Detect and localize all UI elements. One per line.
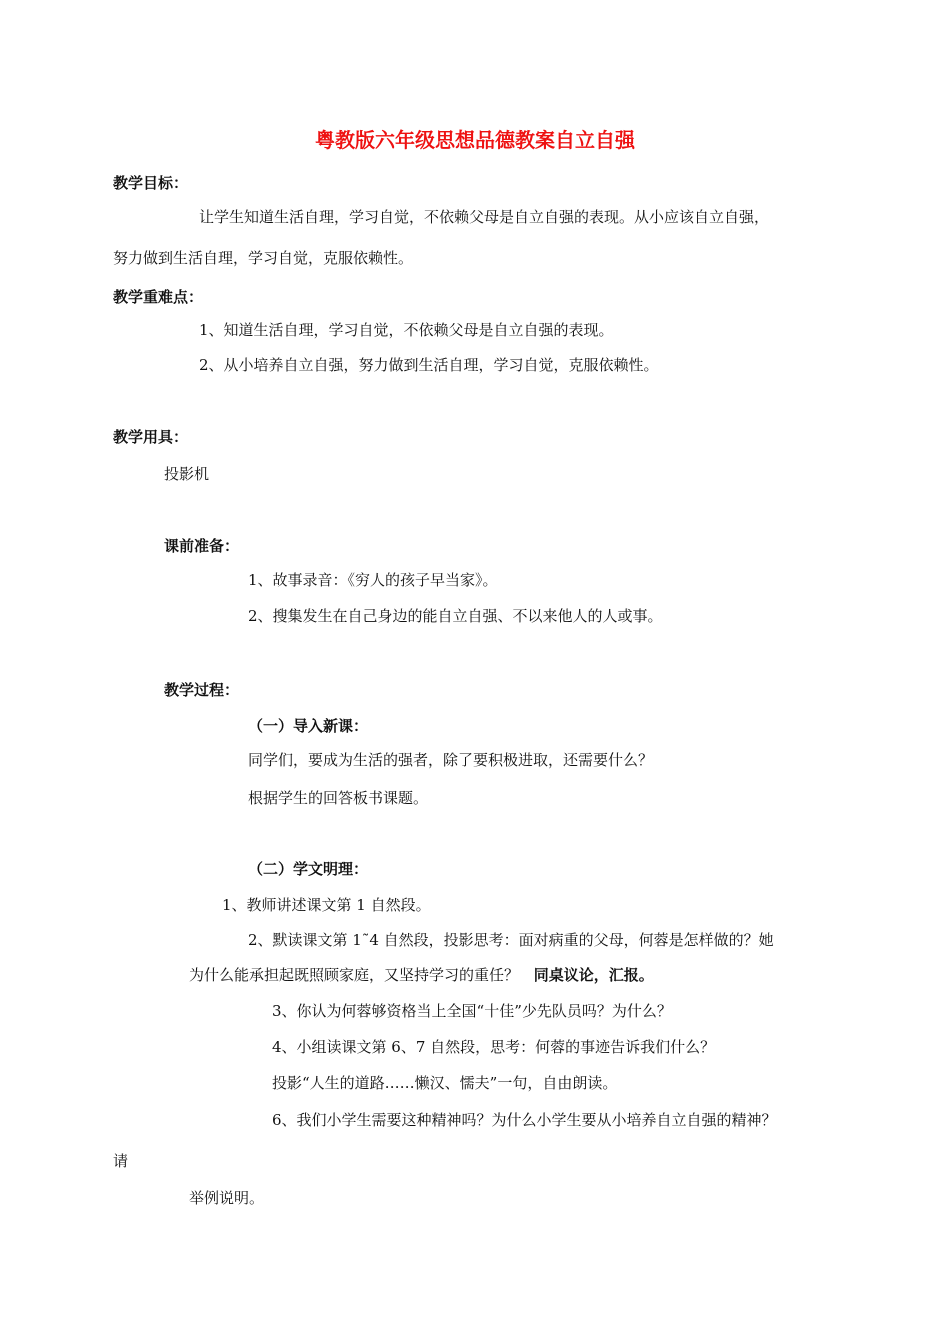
key-points-heading: 教学重难点： [113,288,204,306]
process-part1-heading: （一）导入新课： [248,717,369,735]
tools-item: 投影机 [164,465,210,483]
process-part1-line1: 同学们，要成为生活的强者，除了要积极进取，还需要什么？ [248,751,654,769]
process-part1-line2: 根据学生的回答板书课题。 [248,789,429,807]
key-point-item-2: 2、从小培养自立自强，努力做到生活自理，学习自觉，克服依赖性。 [199,356,659,374]
preparation-item-2: 2、搜集发生在自己身边的能自立自强、不以来他人的人或事。 [248,607,663,625]
objectives-text-line1: 让学生知道生活自理，学习自觉，不依赖父母是自立自强的表现。从小应该自立自强， [199,208,770,226]
process-step-2-bold: 同桌议论，汇报。 [533,966,654,984]
process-step-2-line2 [189,965,654,985]
objectives-heading: 教学目标： [113,174,189,192]
process-step-4: 4、小组读课文第 6、7 自然段，思考：何蓉的事迹告诉我们什么？ [272,1038,716,1056]
process-step-5: 投影“人生的道路……懒汉、懦夫”一句，自由朗读。 [272,1074,618,1092]
process-heading: 教学过程： [164,681,240,699]
preparation-item-1: 1、故事录音：《穷人的孩子早当家》。 [248,571,498,589]
process-part2-heading: （二）学文明理： [248,860,369,878]
key-point-item-1: 1、知道生活自理，学习自觉，不依赖父母是自立自强的表现。 [199,321,614,339]
process-step-6: 6、我们小学生需要这种精神吗？为什么小学生要从小培养自立自强的精神？ [272,1111,777,1129]
process-step-6-wrap: 请 [113,1152,129,1170]
preparation-heading: 课前准备： [164,537,240,555]
objectives-text-line2: 努力做到生活自理，学习自觉，克服依赖性。 [113,249,414,267]
process-step-2-text: 为什么能承担起既照顾家庭，又坚持学习的重任？ [189,966,520,984]
document-title: 粤教版六年级思想品德教案自立自强 [315,128,635,152]
tools-heading: 教学用具： [113,428,189,446]
process-step-3: 3、你认为何蓉够资格当上全国“十佳”少先队员吗？为什么？ [272,1002,672,1020]
process-step-2-line1: 2、默读课文第 1˜4 自然段，投影思考：面对病重的父母，何蓉是怎样做的？她 [248,931,774,949]
process-step-6-last: 举例说明。 [189,1189,265,1207]
process-step-1: 1、教师讲述课文第 1 自然段。 [222,896,431,914]
